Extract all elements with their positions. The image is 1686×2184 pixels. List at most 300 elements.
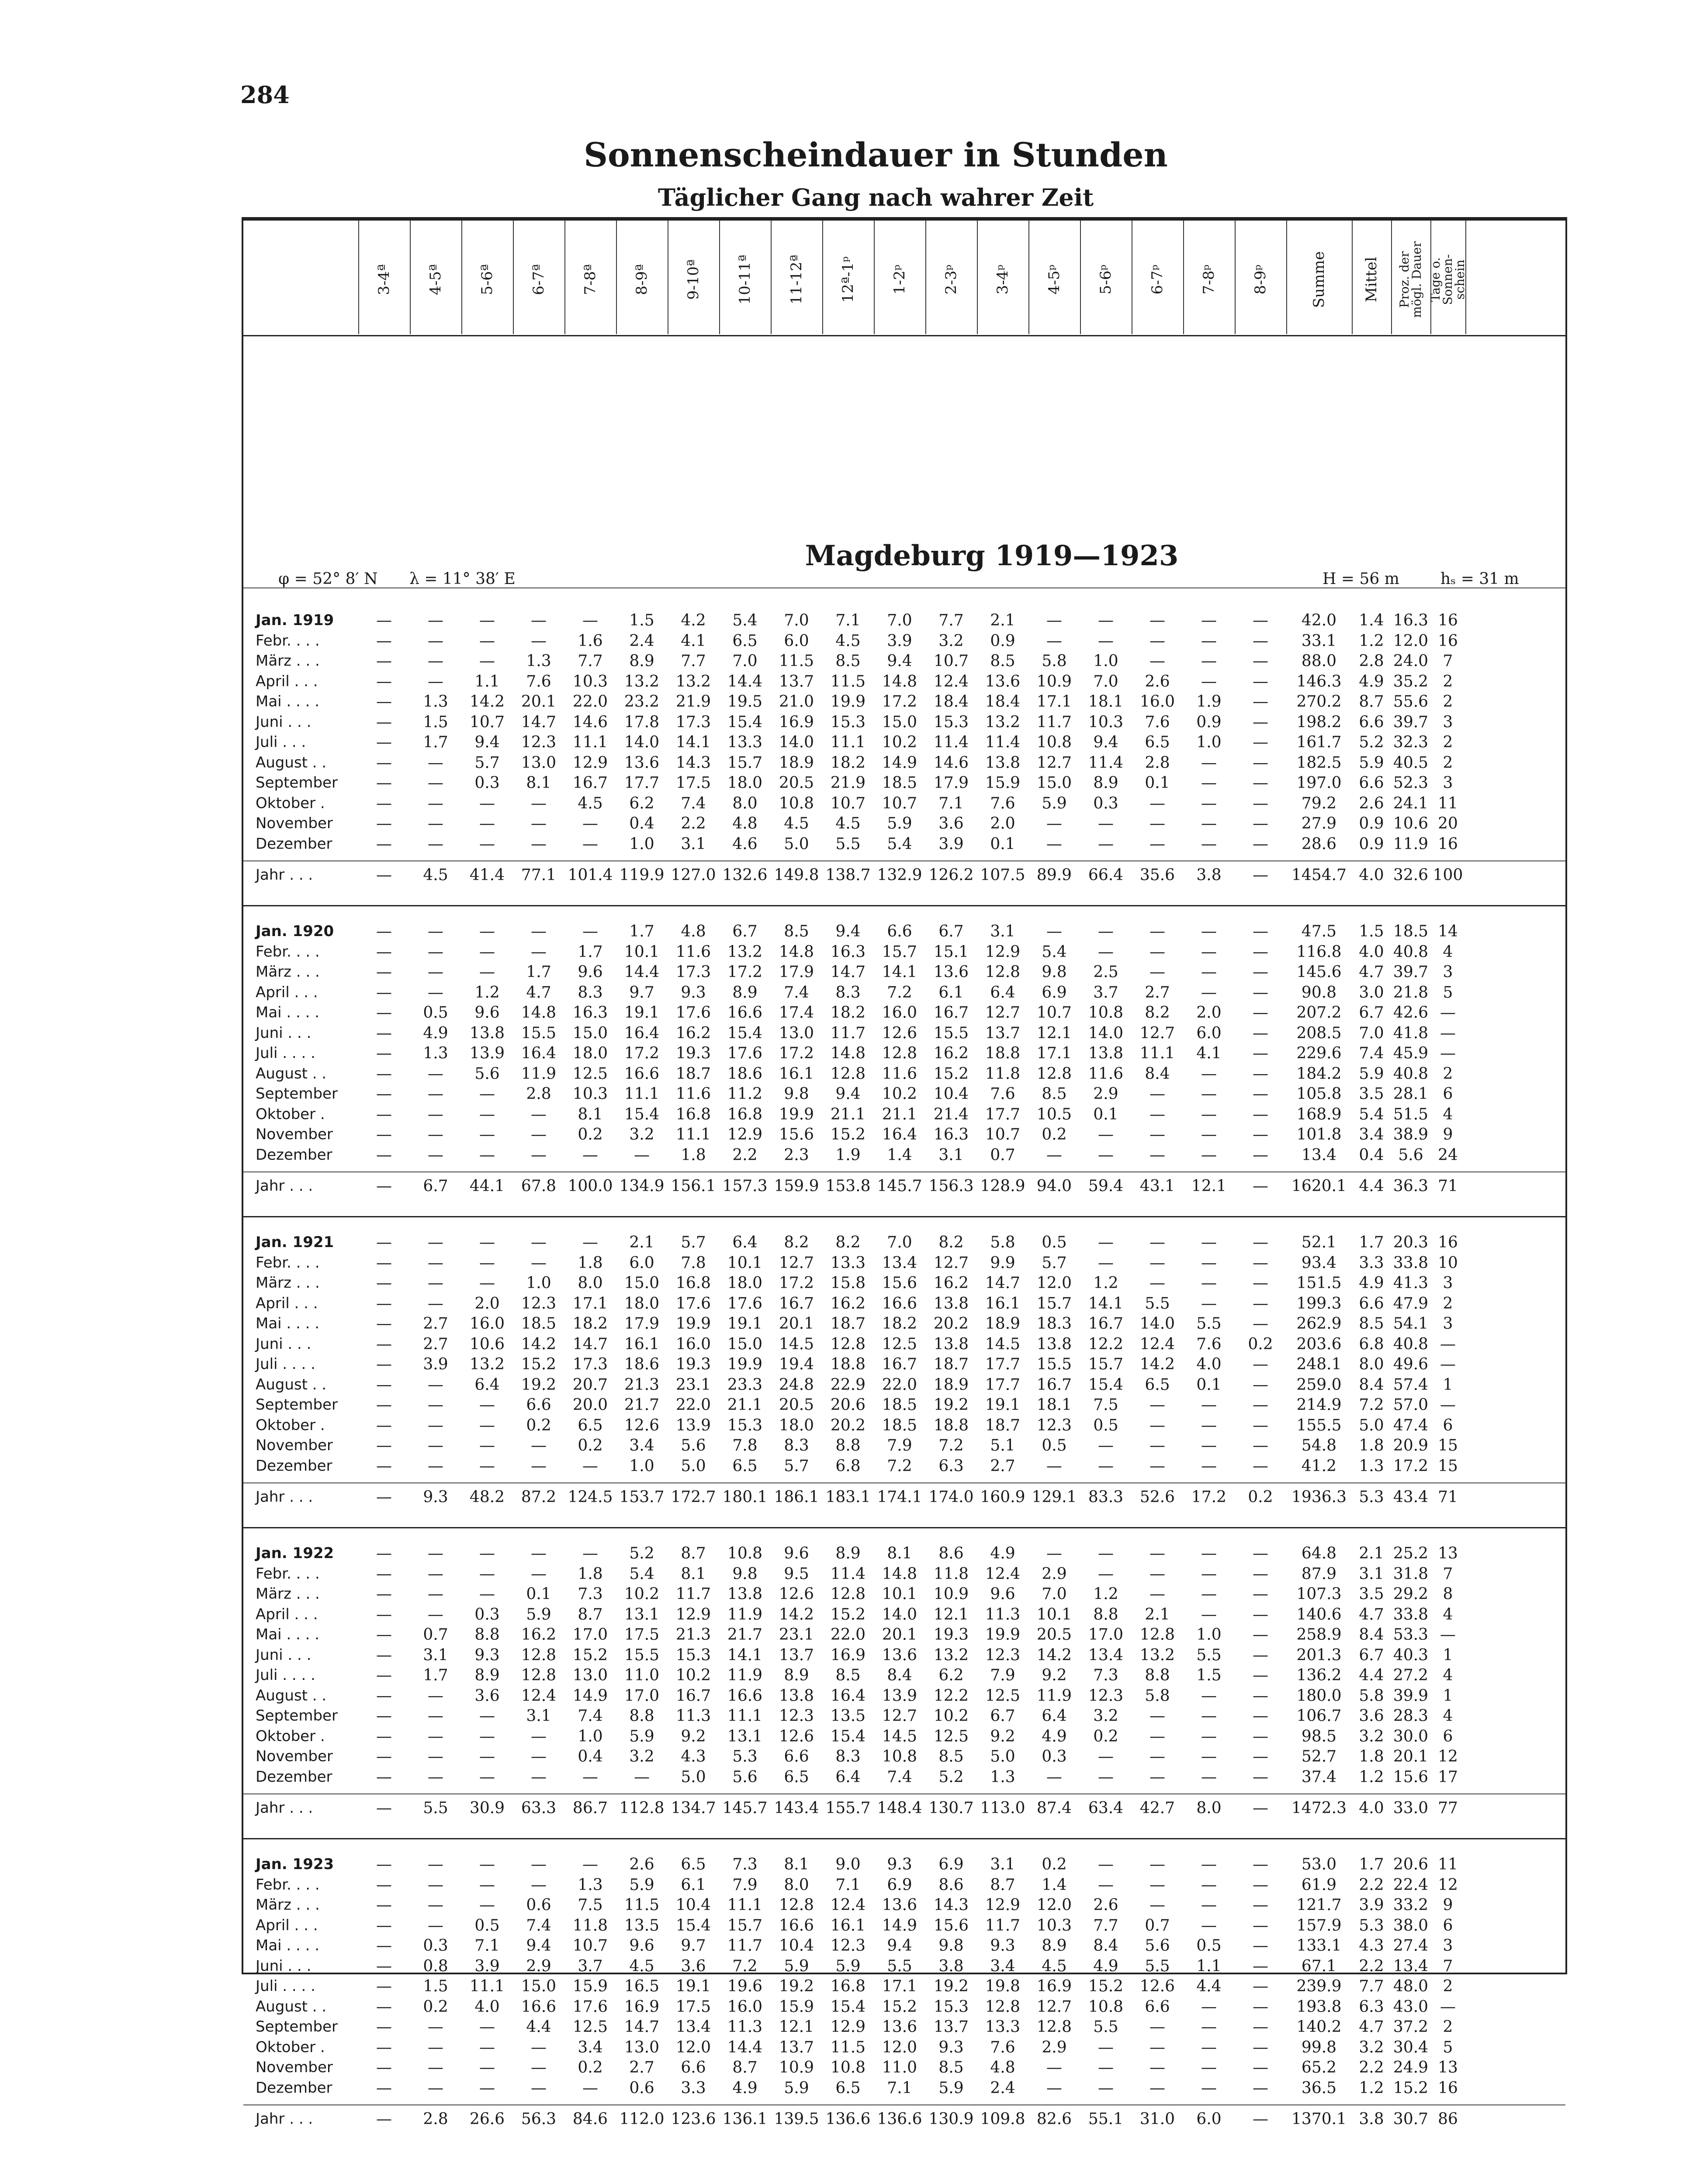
table-cell: 2.7	[990, 1457, 1015, 1475]
month-row	[243, 2079, 1565, 2099]
table-cell: —	[376, 1605, 392, 1624]
table-cell: —	[1253, 1565, 1268, 1583]
table-cell: —	[376, 2110, 392, 2128]
table-cell: —	[1149, 794, 1165, 812]
table-cell: —	[1149, 1274, 1165, 1292]
table-cell: —	[1201, 1686, 1217, 1705]
table-cell: —	[376, 1457, 392, 1475]
table-cell: —	[479, 1126, 495, 1144]
table-cell: —	[428, 1605, 443, 1624]
table-cell: 15.2	[1088, 1977, 1124, 1995]
table-cell: 11.4	[985, 733, 1021, 751]
table-cell: 11.1	[469, 1977, 505, 1995]
table-cell: —	[1253, 1375, 1268, 1394]
table-cell: 18.2	[882, 1315, 917, 1333]
table-cell: —	[1253, 1457, 1268, 1475]
month-row	[243, 1274, 1565, 1294]
month-row	[243, 1126, 1565, 1146]
table-cell: 8.5	[784, 923, 809, 940]
table-cell: 2.6	[1359, 794, 1384, 812]
table-cell: —	[634, 1146, 650, 1164]
table-cell: 11.3	[675, 1707, 711, 1725]
table-cell: 12.7	[1036, 1997, 1072, 2016]
table-cell: —	[1046, 2079, 1062, 2097]
table-cell: 17.2	[882, 693, 917, 711]
table-cell: —	[376, 866, 392, 884]
table-cell: 12.3	[779, 1707, 814, 1725]
table-cell: 2	[1443, 2018, 1453, 2036]
table-cell: 4.8	[681, 923, 706, 940]
table-cell: 9.4	[887, 1937, 912, 1955]
column-header	[874, 234, 925, 325]
table-cell: 19.8	[985, 1977, 1021, 1995]
table-cell: 5.3	[732, 1748, 758, 1766]
table-cell: 5.6	[681, 1437, 706, 1455]
table-cell: 16.4	[521, 1044, 557, 1062]
table-cell: 1.3	[526, 652, 551, 670]
table-cell: 8.0	[732, 794, 758, 812]
table-cell: 19.5	[727, 693, 763, 711]
table-cell: 8.5	[1359, 1315, 1384, 1333]
table-cell: 12.9	[727, 1126, 763, 1144]
table-cell: 7.0	[784, 612, 809, 629]
table-cell: 16.8	[727, 1105, 763, 1123]
table-cell: 151.5	[1296, 1274, 1342, 1292]
table-cell: 90.8	[1301, 983, 1337, 1002]
row-label: Oktober .	[256, 1105, 325, 1123]
table-cell: 3.6	[1359, 1707, 1384, 1725]
table-cell: 8.0	[578, 1274, 603, 1292]
table-cell: 43.1	[1139, 1177, 1175, 1195]
table-cell: —	[582, 1856, 598, 1873]
table-cell: 21.1	[830, 1105, 866, 1123]
table-cell: —	[428, 672, 443, 691]
table-cell: 5.5	[1196, 1315, 1222, 1333]
table-cell: 10.7	[1036, 1004, 1072, 1022]
table-cell: 6	[1443, 1085, 1453, 1103]
month-row	[243, 1646, 1565, 1666]
month-row	[243, 713, 1565, 733]
table-cell: 19.1	[727, 1315, 763, 1333]
table-cell: 3.2	[629, 1126, 654, 1144]
table-cell: 153.7	[619, 1488, 665, 1506]
table-cell: 9.3	[474, 1646, 500, 1664]
table-cell: —	[428, 835, 443, 853]
table-cell: 113.0	[980, 1799, 1025, 1817]
table-cell: —	[1253, 1416, 1268, 1434]
column-header-label: 8-9ᵖ	[1252, 264, 1269, 295]
table-cell: —	[1201, 1254, 1217, 1272]
year-total-row	[243, 1177, 1565, 1197]
table-cell: 1.6	[578, 632, 603, 650]
table-cell: 15	[1438, 1457, 1458, 1475]
table-cell: —	[428, 963, 443, 981]
table-cell: 0.5	[1093, 1416, 1118, 1434]
table-cell: 13.0	[572, 1666, 608, 1684]
table-cell: 5.1	[990, 1437, 1015, 1455]
table-cell: 16.1	[985, 1294, 1021, 1313]
table-cell: —	[1098, 923, 1114, 940]
table-cell: 2.3	[784, 1146, 809, 1164]
table-cell: 5.9	[1359, 753, 1384, 772]
table-cell: 2.5	[1093, 963, 1118, 981]
table-cell: 9.0	[835, 1856, 861, 1873]
table-cell: 15	[1438, 1437, 1458, 1455]
table-cell: 2	[1443, 1977, 1453, 1995]
table-cell: 12.1	[1191, 1177, 1227, 1195]
table-cell: 21.3	[624, 1375, 660, 1394]
month-row	[243, 1545, 1565, 1565]
row-label: Juni . . .	[256, 713, 312, 731]
table-cell: 9.6	[990, 1585, 1015, 1603]
table-cell: —	[376, 963, 392, 981]
table-cell: —	[1098, 1748, 1114, 1766]
table-cell: —	[531, 2059, 547, 2077]
column-header-label: 6-7ᵖ	[1149, 264, 1166, 295]
table-cell: 71	[1438, 1488, 1458, 1506]
table-cell: —	[1253, 815, 1268, 833]
table-cell: 10.9	[1036, 672, 1072, 691]
table-cell: 14.8	[521, 1004, 557, 1022]
table-cell: 14.8	[830, 1044, 866, 1062]
table-cell: 14.4	[624, 963, 660, 981]
table-cell: 10.8	[779, 794, 814, 812]
table-cell: —	[376, 1626, 392, 1644]
table-cell: 1.8	[681, 1146, 706, 1164]
table-cell: 13.7	[779, 672, 814, 691]
table-cell: 4.7	[526, 983, 551, 1002]
table-cell: 13.6	[624, 753, 660, 772]
row-label: März . . .	[256, 1274, 320, 1292]
table-cell: 20.9	[1393, 1437, 1429, 1455]
table-cell: 28.6	[1301, 835, 1337, 853]
table-cell: 11.6	[882, 1064, 917, 1083]
table-cell: 18.5	[882, 1416, 917, 1434]
row-label: August . .	[256, 753, 327, 771]
table-cell: 9.6	[784, 1545, 809, 1562]
table-cell: 11.6	[1088, 1064, 1124, 1083]
table-cell: 8.0	[1359, 1355, 1384, 1373]
table-cell: 41.8	[1393, 1024, 1429, 1042]
table-cell: 7.7	[681, 652, 706, 670]
table-cell: —	[1046, 815, 1062, 833]
table-cell: —	[1098, 1234, 1114, 1251]
table-cell: 4.9	[1359, 1274, 1384, 1292]
table-cell: 8.8	[835, 1437, 861, 1455]
table-cell: 6.4	[732, 1234, 758, 1251]
table-cell: 16.7	[572, 774, 608, 792]
table-cell: 0.9	[1359, 835, 1384, 853]
table-cell: 5.7	[1042, 1254, 1067, 1272]
table-cell: 15.6	[882, 1274, 917, 1292]
table-cell: 12.8	[830, 1585, 866, 1603]
table-cell: 1.4	[887, 1146, 912, 1164]
table-cell: 14.2	[1139, 1355, 1175, 1373]
table-cell: 4.0	[1359, 866, 1384, 884]
table-cell: 199.3	[1296, 1294, 1342, 1313]
table-cell: 6.4	[1042, 1707, 1067, 1725]
table-cell: 1.1	[1196, 1957, 1222, 1975]
table-cell: 5.9	[784, 2079, 809, 2097]
table-cell: 20.6	[1393, 1856, 1429, 1873]
table-cell: 83.3	[1088, 1488, 1124, 1506]
column-header-label: Summe	[1310, 251, 1328, 308]
table-cell: 6.4	[474, 1375, 500, 1394]
table-cell: 7.4	[784, 983, 809, 1002]
table-cell: 15.5	[521, 1024, 557, 1042]
table-cell: 5.7	[681, 1234, 706, 1251]
table-cell: —	[479, 1545, 495, 1562]
table-cell: —	[1201, 672, 1217, 691]
table-cell: 16.0	[882, 1004, 917, 1022]
table-cell: —	[1149, 612, 1165, 629]
table-cell: 12.6	[779, 1727, 814, 1745]
table-cell: 30.0	[1393, 1727, 1429, 1745]
table-cell: —	[1201, 1396, 1217, 1414]
table-cell: 12.8	[521, 1646, 557, 1664]
table-cell: 183.1	[825, 1488, 871, 1506]
table-cell: 12.3	[521, 733, 557, 751]
table-cell: 6.8	[835, 1457, 861, 1475]
table-cell: 18.4	[985, 693, 1021, 711]
row-label: April . . .	[256, 1605, 318, 1623]
row-label: August . .	[256, 1997, 327, 2015]
table-cell: 174.0	[928, 1488, 974, 1506]
table-cell: —	[1253, 1856, 1268, 1873]
table-cell: 2.1	[629, 1234, 654, 1251]
table-cell: 16.4	[882, 1126, 917, 1144]
table-cell: 0.3	[1042, 1748, 1067, 1766]
table-cell: 21.9	[830, 774, 866, 792]
table-cell: —	[1149, 923, 1165, 940]
table-cell: 28.3	[1393, 1707, 1429, 1725]
table-cell: 18.0	[727, 774, 763, 792]
table-cell: 16.6	[624, 1064, 660, 1083]
row-label: Jahr . . .	[256, 1177, 313, 1195]
table-cell: 16.9	[1036, 1977, 1072, 1995]
month-row	[243, 963, 1565, 983]
table-cell: 11.1	[624, 1085, 660, 1103]
table-cell: 10.2	[882, 1085, 917, 1103]
table-cell: 4.5	[784, 815, 809, 833]
table-cell: 5.7	[784, 1457, 809, 1475]
column-header	[1235, 234, 1286, 325]
table-cell: —	[376, 1957, 392, 1975]
table-cell: 259.0	[1296, 1375, 1342, 1394]
table-cell: 11.3	[985, 1605, 1021, 1624]
table-cell: 7.4	[681, 794, 706, 812]
table-cell: 0.9	[1359, 815, 1384, 833]
table-cell: —	[531, 1768, 547, 1786]
row-label: März . . .	[256, 1896, 320, 1914]
table-cell: 11	[1438, 1856, 1458, 1873]
table-cell: —	[1046, 632, 1062, 650]
table-cell: 168.9	[1296, 1105, 1342, 1123]
table-cell: —	[1201, 1146, 1217, 1164]
row-label: September	[256, 1707, 338, 1724]
table-cell: 197.0	[1296, 774, 1342, 792]
table-cell: —	[479, 1565, 495, 1583]
table-cell: —	[1098, 1876, 1114, 1894]
table-cell: 41.4	[469, 866, 505, 884]
table-cell: 7	[1443, 1565, 1453, 1583]
table-cell: 2	[1443, 672, 1453, 691]
month-row	[243, 1376, 1565, 1396]
table-cell: 56.3	[521, 2110, 557, 2128]
table-cell: —	[582, 612, 598, 629]
table-cell: —	[428, 923, 443, 940]
table-cell: 5.4	[732, 612, 758, 629]
column-header-label: 3-4ª	[375, 264, 393, 295]
total-separator	[243, 860, 1565, 861]
table-cell: 7.3	[578, 1585, 603, 1603]
table-cell: —	[376, 1916, 392, 1935]
table-cell: —	[428, 2059, 443, 2077]
table-cell: 5.6	[1398, 1146, 1423, 1164]
table-cell: 10.8	[1088, 1004, 1124, 1022]
row-label: Juli . . . .	[256, 1977, 315, 1995]
table-cell: 16	[1438, 1234, 1458, 1251]
table-cell: 12.8	[882, 1044, 917, 1062]
month-row	[243, 1106, 1565, 1126]
table-cell: 27.9	[1301, 815, 1337, 833]
table-cell: 9.6	[474, 1004, 500, 1022]
table-cell: —	[531, 835, 547, 853]
table-cell: 0.1	[526, 1585, 551, 1603]
table-cell: 10.9	[779, 2059, 814, 2077]
column-header-label: 2-3ᵖ	[942, 264, 960, 295]
table-cell: 11.5	[779, 652, 814, 670]
table-cell: —	[1201, 2018, 1217, 2036]
table-cell: 15.3	[933, 713, 969, 731]
table-cell: 20.7	[572, 1375, 608, 1394]
table-cell: —	[428, 2038, 443, 2056]
table-cell: 1.5	[629, 612, 654, 629]
table-cell: 11.1	[572, 733, 608, 751]
table-cell: 2.6	[1145, 672, 1170, 691]
row-label: August . .	[256, 1375, 327, 1393]
table-cell: 138.7	[825, 866, 871, 884]
table-cell: —	[479, 1748, 495, 1766]
column-header-label: 7-8ᵖ	[1200, 264, 1218, 295]
table-cell: —	[1149, 1876, 1165, 1894]
column-header	[1430, 234, 1465, 325]
table-cell: 12.3	[521, 1294, 557, 1313]
table-cell: 6.9	[887, 1876, 912, 1894]
table-cell: 129.1	[1032, 1488, 1077, 1506]
table-cell: 20.6	[830, 1396, 866, 1414]
table-cell: 55.6	[1393, 693, 1429, 711]
row-label: Jahr . . .	[256, 2110, 313, 2128]
table-cell: 1.7	[423, 1666, 448, 1684]
table-cell: 17.1	[882, 1977, 917, 1995]
table-cell: —	[1440, 1004, 1456, 1022]
table-cell: 16.8	[675, 1274, 711, 1292]
table-cell: 22.9	[830, 1375, 866, 1394]
table-cell: 17.6	[675, 1294, 711, 1313]
table-cell: 17.7	[985, 1375, 1021, 1394]
table-cell: 11.9	[1036, 1686, 1072, 1705]
table-cell: —	[376, 1085, 392, 1103]
month-row	[243, 1917, 1565, 1937]
table-cell: 18.9	[779, 753, 814, 772]
table-cell: —	[1098, 1768, 1114, 1786]
table-cell: —	[479, 815, 495, 833]
table-cell: 8.2	[938, 1234, 964, 1251]
table-cell: —	[1201, 2059, 1217, 2077]
table-cell: 4.3	[1359, 1937, 1384, 1955]
table-cell: —	[1201, 1605, 1217, 1624]
table-cell: 42.7	[1139, 1799, 1175, 1817]
column-header	[1080, 234, 1132, 325]
table-cell: 18.2	[830, 753, 866, 772]
table-cell: 0.2	[526, 1416, 551, 1434]
table-cell: 15.6	[1393, 1768, 1429, 1786]
table-cell: —	[428, 1727, 443, 1745]
column-header	[358, 234, 410, 325]
table-cell: 14.2	[521, 1335, 557, 1353]
table-cell: 12.9	[830, 2018, 866, 2036]
table-cell: —	[1098, 632, 1114, 650]
sunshine-table	[242, 217, 1567, 2128]
table-cell: 15.4	[727, 1024, 763, 1042]
table-cell: —	[376, 1585, 392, 1603]
table-cell: 23.1	[675, 1375, 711, 1394]
month-row	[243, 1856, 1565, 1876]
table-cell: 10.6	[1393, 815, 1429, 833]
table-cell: 12.0	[882, 2038, 917, 2056]
table-cell: —	[428, 1768, 443, 1786]
table-cell: 8.7	[1359, 693, 1384, 711]
row-label: Oktober .	[256, 1727, 325, 1745]
table-cell: 13.8	[985, 753, 1021, 772]
table-cell: 98.5	[1301, 1727, 1337, 1745]
table-cell: 8.0	[784, 1876, 809, 1894]
table-cell: 5.4	[887, 835, 912, 853]
table-cell: —	[479, 1274, 495, 1292]
table-cell: 13.2	[675, 672, 711, 691]
table-cell: 6.7	[423, 1177, 448, 1195]
table-cell: 93.4	[1301, 1254, 1337, 1272]
table-cell: 9.3	[681, 983, 706, 1002]
table-cell: 29.2	[1393, 1585, 1429, 1603]
table-cell: 7.0	[1042, 1585, 1067, 1603]
table-cell: 10.3	[572, 1085, 608, 1103]
table-cell: 7.7	[1359, 1977, 1384, 1995]
table-cell: 17.2	[1393, 1457, 1429, 1475]
table-cell: 3.2	[1359, 1727, 1384, 1745]
table-cell: 145.6	[1296, 963, 1342, 981]
table-cell: —	[428, 983, 443, 1002]
table-cell: 10.7	[882, 794, 917, 812]
table-cell: 26.6	[469, 2110, 505, 2128]
table-cell: 7.0	[1359, 1024, 1384, 1042]
table-cell: —	[479, 794, 495, 812]
table-cell: —	[1098, 943, 1114, 961]
table-cell: 4.8	[732, 815, 758, 833]
table-cell: 3.1	[423, 1646, 448, 1664]
table-cell: 17.6	[675, 1004, 711, 1022]
table-cell: 1.2	[1359, 1768, 1384, 1786]
table-cell: 19.1	[675, 1977, 711, 1995]
table-cell: —	[1046, 612, 1062, 629]
table-cell: 10.1	[1036, 1605, 1072, 1624]
table-cell: 5.6	[1145, 1937, 1170, 1955]
table-cell: 6.9	[1042, 983, 1067, 1002]
table-cell: —	[1253, 693, 1268, 711]
table-cell: —	[1253, 1085, 1268, 1103]
table-cell: 2.0	[990, 815, 1015, 833]
